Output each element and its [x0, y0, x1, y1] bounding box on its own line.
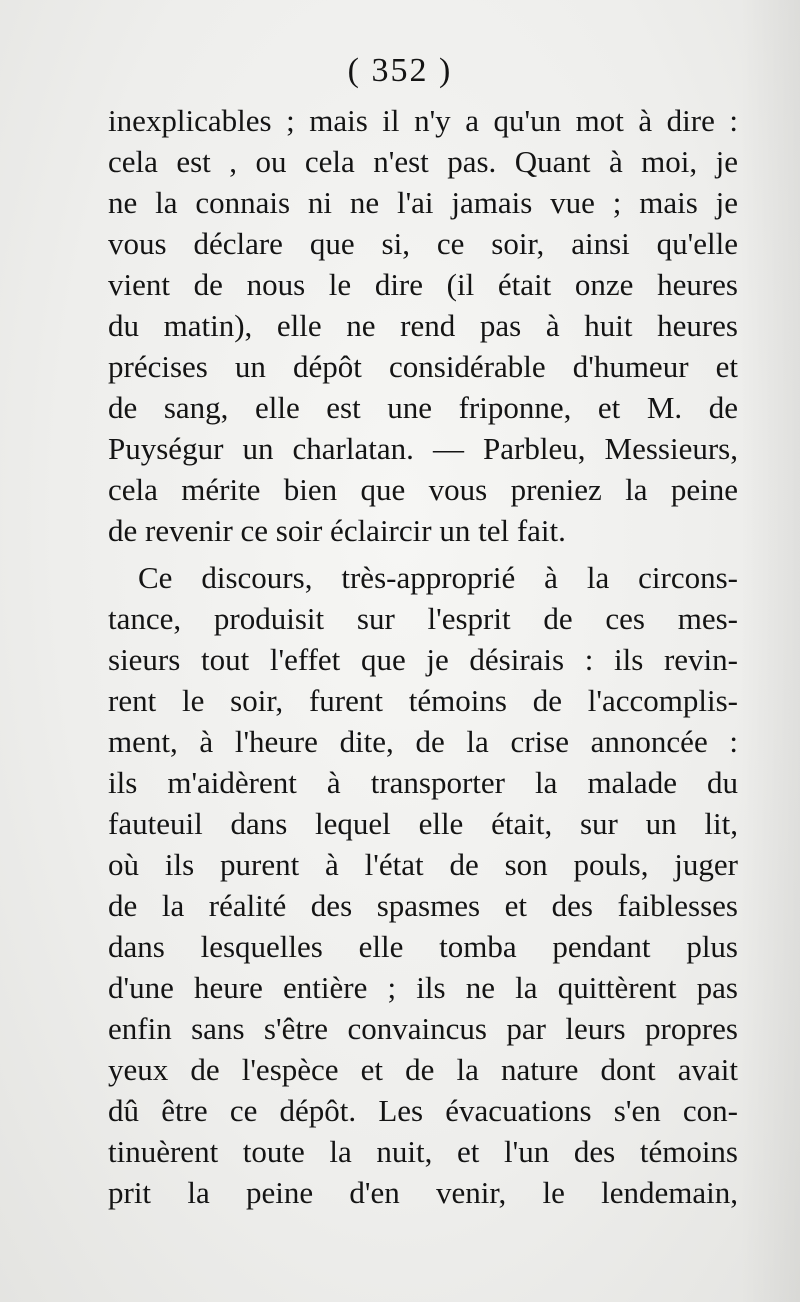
text-line: vient de nous le dire (il était onze heures: [108, 267, 738, 302]
paragraph: [108, 100, 738, 551]
body-text: [108, 100, 738, 1213]
text-line: tinuèrent toute la nuit, et l'un des témoins: [108, 1134, 738, 1169]
text-line: inexplicables ; mais il n'y a qu'un mot à dire :: [108, 103, 738, 138]
text-line: dû être ce dépôt. Les évacuations s'en con-: [108, 1093, 738, 1128]
text-line: Ce discours, très-approprié à la circons-: [138, 560, 738, 595]
text-line: cela est , ou cela n'est pas. Quant à moi, je: [108, 144, 738, 179]
text-line: sieurs tout l'effet que je désirais : ils revin-: [108, 642, 738, 677]
text-line: vous déclare que si, ce soir, ainsi qu'elle: [108, 226, 738, 261]
text-line: de sang, elle est une friponne, et M. de: [108, 390, 738, 425]
text-line: dans lesquelles elle tomba pendant plus: [108, 929, 738, 964]
text-line: où ils purent à l'état de son pouls, juger: [108, 847, 738, 882]
text-line: tance, produisit sur l'esprit de ces mes-: [108, 601, 738, 636]
text-line: ils m'aidèrent à transporter la malade du: [108, 765, 738, 800]
page-number: ( 352 ): [347, 52, 453, 89]
text-line: d'une heure entière ; ils ne la quittèrent pas: [108, 970, 738, 1005]
text-line: yeux de l'espèce et de la nature dont avait: [108, 1052, 738, 1087]
text-line: fauteuil dans lequel elle était, sur un lit,: [108, 806, 738, 841]
text-line: rent le soir, furent témoins de l'accomplis-: [108, 683, 738, 718]
paragraph: [108, 557, 738, 1213]
text-line: Puységur un charlatan. — Parbleu, Messieurs,: [108, 431, 738, 466]
text-line: ment, à l'heure dite, de la crise annoncée :: [108, 724, 738, 759]
text-line: cela mérite bien que vous preniez la peine: [108, 472, 738, 507]
text-line: de revenir ce soir éclaircir un tel fait.: [108, 513, 566, 548]
text-line: prit la peine d'en venir, le lendemain,: [108, 1175, 738, 1210]
text-line: du matin), elle ne rend pas à huit heures: [108, 308, 738, 343]
text-line: enfin sans s'être convaincus par leurs propres: [108, 1011, 738, 1046]
text-line: de la réalité des spasmes et des faiblesses: [108, 888, 738, 923]
text-line: ne la connais ni ne l'ai jamais vue ; mais je: [108, 185, 738, 220]
text-line: précises un dépôt considérable d'humeur et: [108, 349, 738, 384]
